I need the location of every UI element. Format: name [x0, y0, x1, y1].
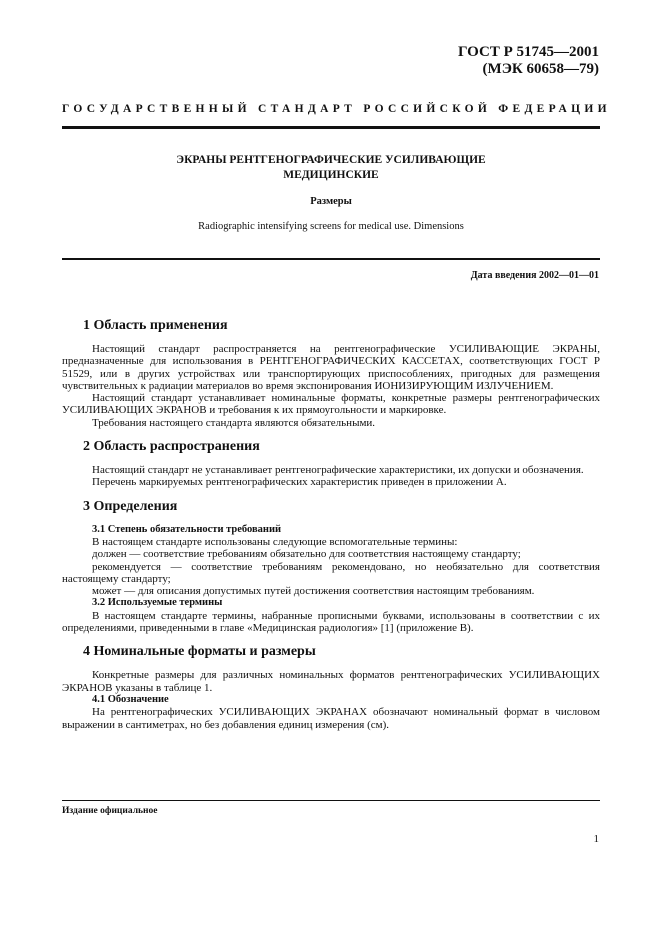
subsection-4-1-heading: 4.1 Обозначение [92, 693, 169, 705]
title-line-1: ЭКРАНЫ РЕНТГЕНОГРАФИЧЕСКИЕ УСИЛИВАЮЩИЕ [176, 154, 486, 166]
title-divider [62, 258, 600, 260]
state-standard-heading: ГОСУДАРСТВЕННЫЙ СТАНДАРТ РОССИЙСКОЙ ФЕДЕРАЦИИ [62, 103, 611, 115]
subsection-3-2-heading: 3.2 Используемые термины [92, 597, 223, 609]
top-divider [62, 126, 600, 129]
section-1-paragraph: Настоящий стандарт устанавливает номинальные форматы, конкретные размеры рентгенографических УСИЛИВАЮЩИХ ЭКРАНОВ и требования к их прямоугольности и маркировке. [62, 392, 600, 417]
section-3-paragraph: В настоящем стандарте использованы следующие вспомогательные термины: [92, 535, 458, 548]
section-3-heading: 3 Определения [83, 498, 178, 514]
section-2-paragraph: Настоящий стандарт не устанавливает рентгенографические характеристики, их допуски и обозначения. [92, 464, 584, 477]
section-1-paragraph: Требования настоящего стандарта являются обязательными. [92, 416, 376, 429]
section-1-paragraph: Настоящий стандарт распространяется на рентгенографические УСИЛИВАЮЩИЕ ЭКРАНЫ, предназначенные для использования в РЕНТГЕНОГРАФИЧЕСКИХ КАССЕТАХ, соответствующих ГОСТ Р 51529, или в других устройствах или транспортирующих приспособлениях, пригодных для размещения чувствительных к радиации материалов во время экспонирования ИОНИЗИРУЮЩИМ ИЗЛУЧЕНИЕМ. [62, 343, 600, 392]
section-1-heading: 1 Область применения [83, 318, 228, 333]
introduction-date: Дата введения 2002—01—01 [470, 270, 599, 281]
section-3-paragraph: рекомендуется — соответствие требованиям рекомендовано, но необязательно для соответствия настоящему стандарту; [62, 560, 600, 585]
doc-code-primary: ГОСТ Р 51745—2001 [457, 44, 599, 60]
section-2-paragraph: Перечень маркируемых рентгенографических характеристик приведен в приложении А. [92, 476, 507, 489]
english-title: Radiographic intensifying screens for medical use. Dimensions [198, 221, 464, 232]
document-code [458, 44, 599, 78]
footer-divider [62, 800, 600, 801]
section-2-heading: 2 Область распространения [83, 439, 260, 455]
document-body [62, 318, 600, 731]
subsection-3-1-heading: 3.1 Степень обязательности требований [92, 523, 282, 535]
section-3-paragraph: В настоящем стандарте термины, набранные прописными буквами, использованы в соответствии с их определениями, приведенными в главе «Медицинская радиология» [1] (приложение В). [62, 609, 600, 635]
section-3-paragraph: может — для описания допустимых путей достижения соответствия настоящим требованиям. [92, 585, 535, 598]
page-number: 1 [593, 833, 599, 845]
section-4-heading: 4 Номинальные форматы и размеры [83, 644, 316, 660]
doc-code-iec: (МЭК 60658—79) [482, 61, 599, 77]
section-4-paragraph: На рентгенографических УСИЛИВАЮЩИХ ЭКРАНАХ обозначают номинальный формат в числовом выражении в сантиметрах, но без добавления единиц измерения (см). [62, 706, 600, 731]
section-3-paragraph: должен — соответствие требованиям обязательно для соответствия настоящему стандарту; [92, 548, 521, 561]
document-subtitle: Размеры [310, 196, 352, 207]
document-title [62, 153, 600, 183]
section-4-paragraph: Конкретные размеры для различных номинальных форматов рентгенографических УСИЛИВАЮЩИХ ЭКРАНОВ указаны в таблице 1. [62, 669, 600, 694]
title-line-2: МЕДИЦИНСКИЕ [283, 169, 379, 181]
official-edition-label: Издание официальное [62, 806, 158, 816]
